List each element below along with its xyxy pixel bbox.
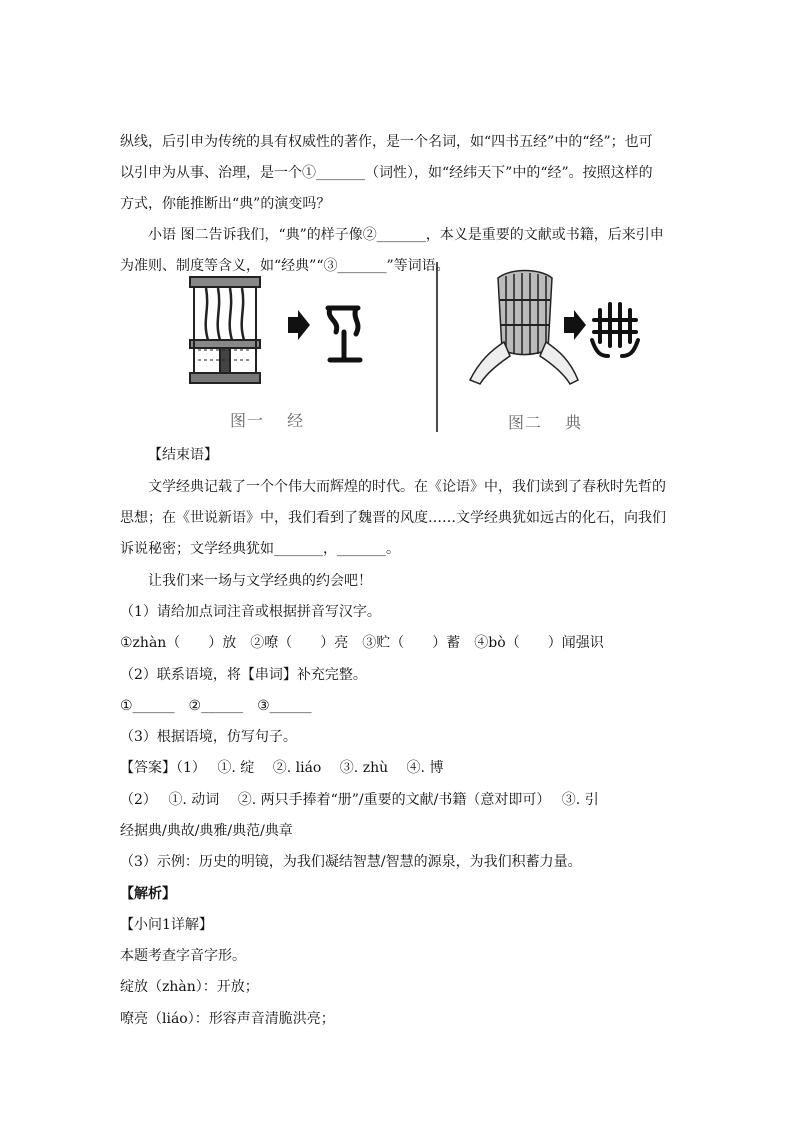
- text-line-19: （3）示例：历史的明镜，为我们凝结智慧/智慧的源泉，为我们积蓄力量。: [120, 854, 582, 870]
- text-line-2: 以引申为从事、治理，是一个①_______（词性），如“经纬天下”中的“经”。按照这样的: [120, 165, 653, 181]
- text-line-23: 绽放（zhàn）：开放；: [120, 979, 259, 995]
- arrow-right-icon-2: [564, 310, 586, 340]
- arrow-right-icon: [288, 310, 310, 340]
- text-line-22: 本题考查字音字形。: [120, 948, 246, 964]
- text-line-1: 纵线，后引申为传统的具有权威性的著作，是一个名词，如“四书五经”中的“经”；也可: [120, 134, 653, 150]
- text-line-11: （1）请给加点词注音或根据拼音写汉字。: [120, 604, 381, 620]
- text-line-12: ①zhàn（ ）放 ②嘹（ ）亮 ③贮（ ）蓄 ④bò（ ）闻强识: [120, 635, 604, 651]
- text-line-13: （2）联系语境，将【串词】补充完整。: [120, 667, 367, 683]
- text-line-16: 【答案】（1） ①. 绽 ②. liáo ③. zhù ④. 博: [120, 760, 444, 776]
- text-line-7: 文学经典记载了一个个伟大而辉煌的时代。在《论语》中，我们读到了春秋时先哲的: [148, 479, 666, 495]
- figure-caption-2: 图二 典: [508, 413, 583, 432]
- text-line-3: 方式，你能推断出“典”的演变吗？: [120, 196, 331, 212]
- text-line-15: （3）根据语境，仿写句子。: [120, 729, 297, 745]
- loom-image: [190, 277, 260, 383]
- dian-glyph: [592, 304, 638, 356]
- text-line-14: ①______ ②______ ③______: [120, 698, 312, 714]
- figure-caption-1: 图一 经: [230, 411, 305, 430]
- figure-jing-dian: [180, 260, 640, 440]
- text-line-21: 【小问1详解】: [120, 917, 213, 933]
- text-line-6: 【结束语】: [148, 447, 218, 463]
- text-line-5: 为准则、制度等含义，如“经典”“③_______”等词语。: [120, 258, 450, 274]
- text-line-9: 诉说秘密；文学经典犹如_______，_______。: [120, 541, 400, 557]
- jing-glyph: [328, 308, 360, 360]
- text-line-10: 让我们来一场与文学经典的约会吧！: [148, 573, 372, 589]
- text-line-17: （2） ①. 动词 ②. 两只手捧着“册”/重要的文献/书籍（意对即可） ③. 引: [120, 792, 599, 808]
- text-line-18: 经据典/典故/典雅/典范/典章: [120, 823, 293, 839]
- text-line-4: 小语 图二告诉我们，“典”的样子像②_______，本义是重要的文献或书籍，后来引申: [148, 227, 664, 243]
- hands-holding-book-image: [470, 271, 578, 385]
- text-line-24: 嘹亮（liáo）：形容声音清脆洪亮；: [120, 1011, 335, 1027]
- text-line-8: 思想；在《世说新语》中，我们看到了魏晋的风度……文学经典犹如远古的化石，向我们: [120, 510, 666, 526]
- text-line-20: 【解析】: [120, 886, 176, 902]
